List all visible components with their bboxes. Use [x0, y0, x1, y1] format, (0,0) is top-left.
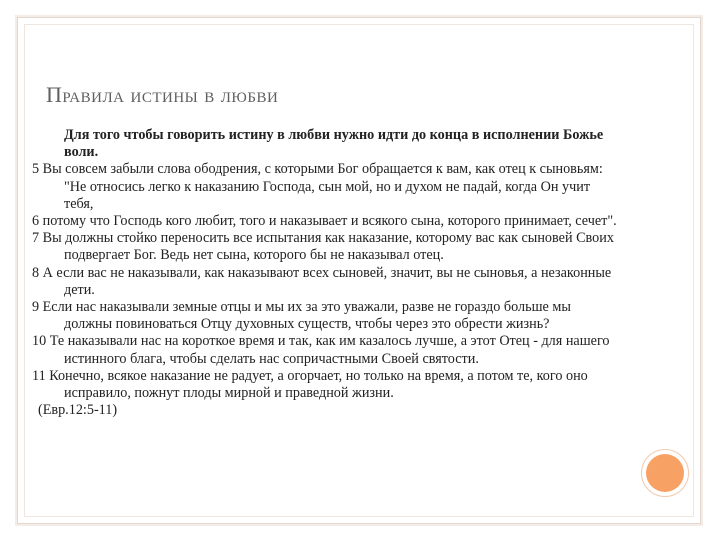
verse-8: 8 А если вас не наказывали, как наказывают всех сыновей, значит, вы не сыновья, а незаконные дети.	[32, 264, 612, 298]
verse-10: 10 Те наказывали нас на короткое время и так, как им казалось лучше, а этот Отец - для нашего истинного блага, чтобы сделать нас сопричастными Своей святости.	[32, 333, 610, 367]
slide-title: Правила истины в любви	[46, 82, 279, 107]
decorative-circle-icon	[646, 454, 684, 492]
scripture-reference: (Евр.12:5-11)	[38, 402, 118, 419]
verse-9: 9 Если нас наказывали земные отцы и мы их за это уважали, разве не гораздо больше мы должны повиноваться Отцу духовных существ, чтобы через это обрести жизнь?	[32, 299, 571, 333]
verse-7: 7 Вы должны стойко переносить все испытания как наказание, которому вас как сыновей Своих подвергает Бог. Ведь нет сына, которого бы не наказывал отец.	[32, 230, 614, 264]
verse-5: 5 Вы совсем забыли слова ободрения, с которыми Бог обращается к вам, как отец к сыновьям: "Не относись легко к наказанию Господа, сын мой, но и духом не падай, когда Он учит тебя,	[32, 161, 603, 212]
intro-paragraph: Для того чтобы говорить истину в любви нужно идти до конца в исполнении Божье воли.	[64, 127, 604, 161]
slide-body	[32, 127, 617, 419]
verse-6: 6 потому что Господь кого любит, того и наказывает и всякого сына, которого принимает, сечет".	[32, 213, 617, 230]
verse-11: 11 Конечно, всякое наказание не радует, а огорчает, но только на время, а потом те, кого оно исправило, пожнут плоды мирной и праведной жизни.	[32, 367, 588, 402]
